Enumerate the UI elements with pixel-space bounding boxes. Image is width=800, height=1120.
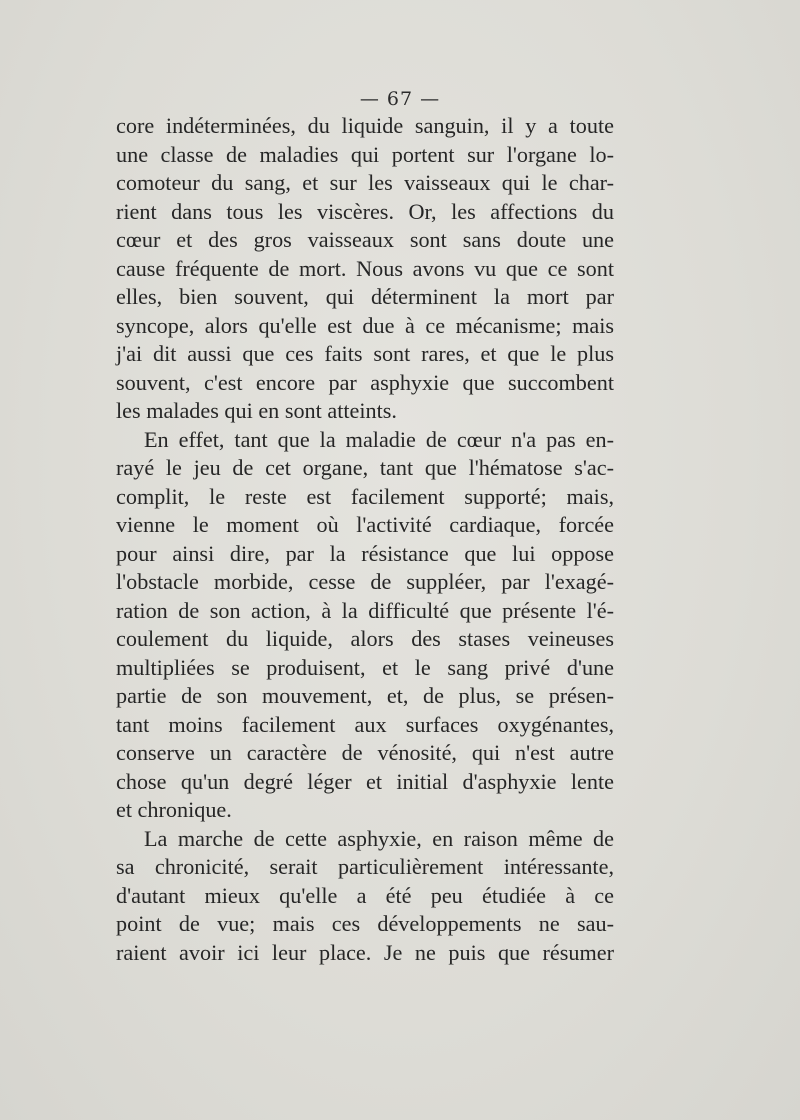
text-line: et chronique. [116, 797, 232, 822]
text-line: souvent, c'est encore par asphyxie que succombent [116, 369, 614, 395]
text-line: cause fréquente de mort. Nous avons vu que ce sont [116, 255, 614, 281]
text-line: l'obstacle morbide, cesse de suppléer, par l'exagé- [116, 569, 614, 594]
text-line: j'ai dit aussi que ces faits sont rares, et que le plus [116, 341, 614, 366]
text-line: syncope, alors qu'elle est due à ce mécanisme; mais [116, 312, 614, 338]
text-line: La marche de cette asphyxie, en raison même de [144, 825, 614, 851]
text-line: vienne le moment où l'activité cardiaque, forcée [116, 512, 614, 537]
text-line: partie de son mouvement, et, de plus, se présen- [116, 683, 614, 708]
text-line: ration de son action, à la difficulté que présente l'é- [116, 597, 614, 623]
page-number: — 67 — [359, 88, 441, 110]
text-line: tant moins facilement aux surfaces oxygénantes, [116, 711, 614, 737]
text-line: pour ainsi dire, par la résistance que lui oppose [116, 540, 614, 566]
text-line: une classe de maladies qui portent sur l'organe lo- [116, 141, 614, 167]
text-line: multipliées se produisent, et le sang privé d'une [116, 654, 614, 680]
text-line: cœur et des gros vaisseaux sont sans doute une [116, 227, 614, 252]
text-line: comoteur du sang, et sur les vaisseaux qui le char- [116, 170, 614, 195]
text-line: raient avoir ici leur place. Je ne puis que résumer [116, 939, 614, 965]
text-line: En effet, tant que la maladie de cœur n'a pas en- [144, 426, 614, 452]
text-line: chose qu'un degré léger et initial d'asphyxie lente [116, 768, 614, 794]
text-line: d'autant mieux qu'elle a été peu étudiée à ce [116, 882, 614, 908]
text-line: rient dans tous les viscères. Or, les affections du [116, 198, 614, 224]
text-line: point de vue; mais ces développements ne sau- [116, 911, 614, 936]
text-line: complit, le reste est facilement supporté; mais, [116, 483, 614, 509]
text-line: coulement du liquide, alors des stases veineuses [116, 626, 614, 651]
body-text [116, 112, 614, 967]
text-line: sa chronicité, serait particulièrement intéressante, [116, 854, 614, 879]
text-line: core indéterminées, du liquide sanguin, il y a toute [116, 113, 614, 138]
text-line: rayé le jeu de cet organe, tant que l'hématose s'ac- [116, 455, 614, 480]
text-line: les malades qui en sont atteints. [116, 398, 397, 423]
text-line: conserve un caractère de vénosité, qui n'est autre [116, 740, 614, 765]
text-line: elles, bien souvent, qui déterminent la mort par [116, 284, 614, 309]
